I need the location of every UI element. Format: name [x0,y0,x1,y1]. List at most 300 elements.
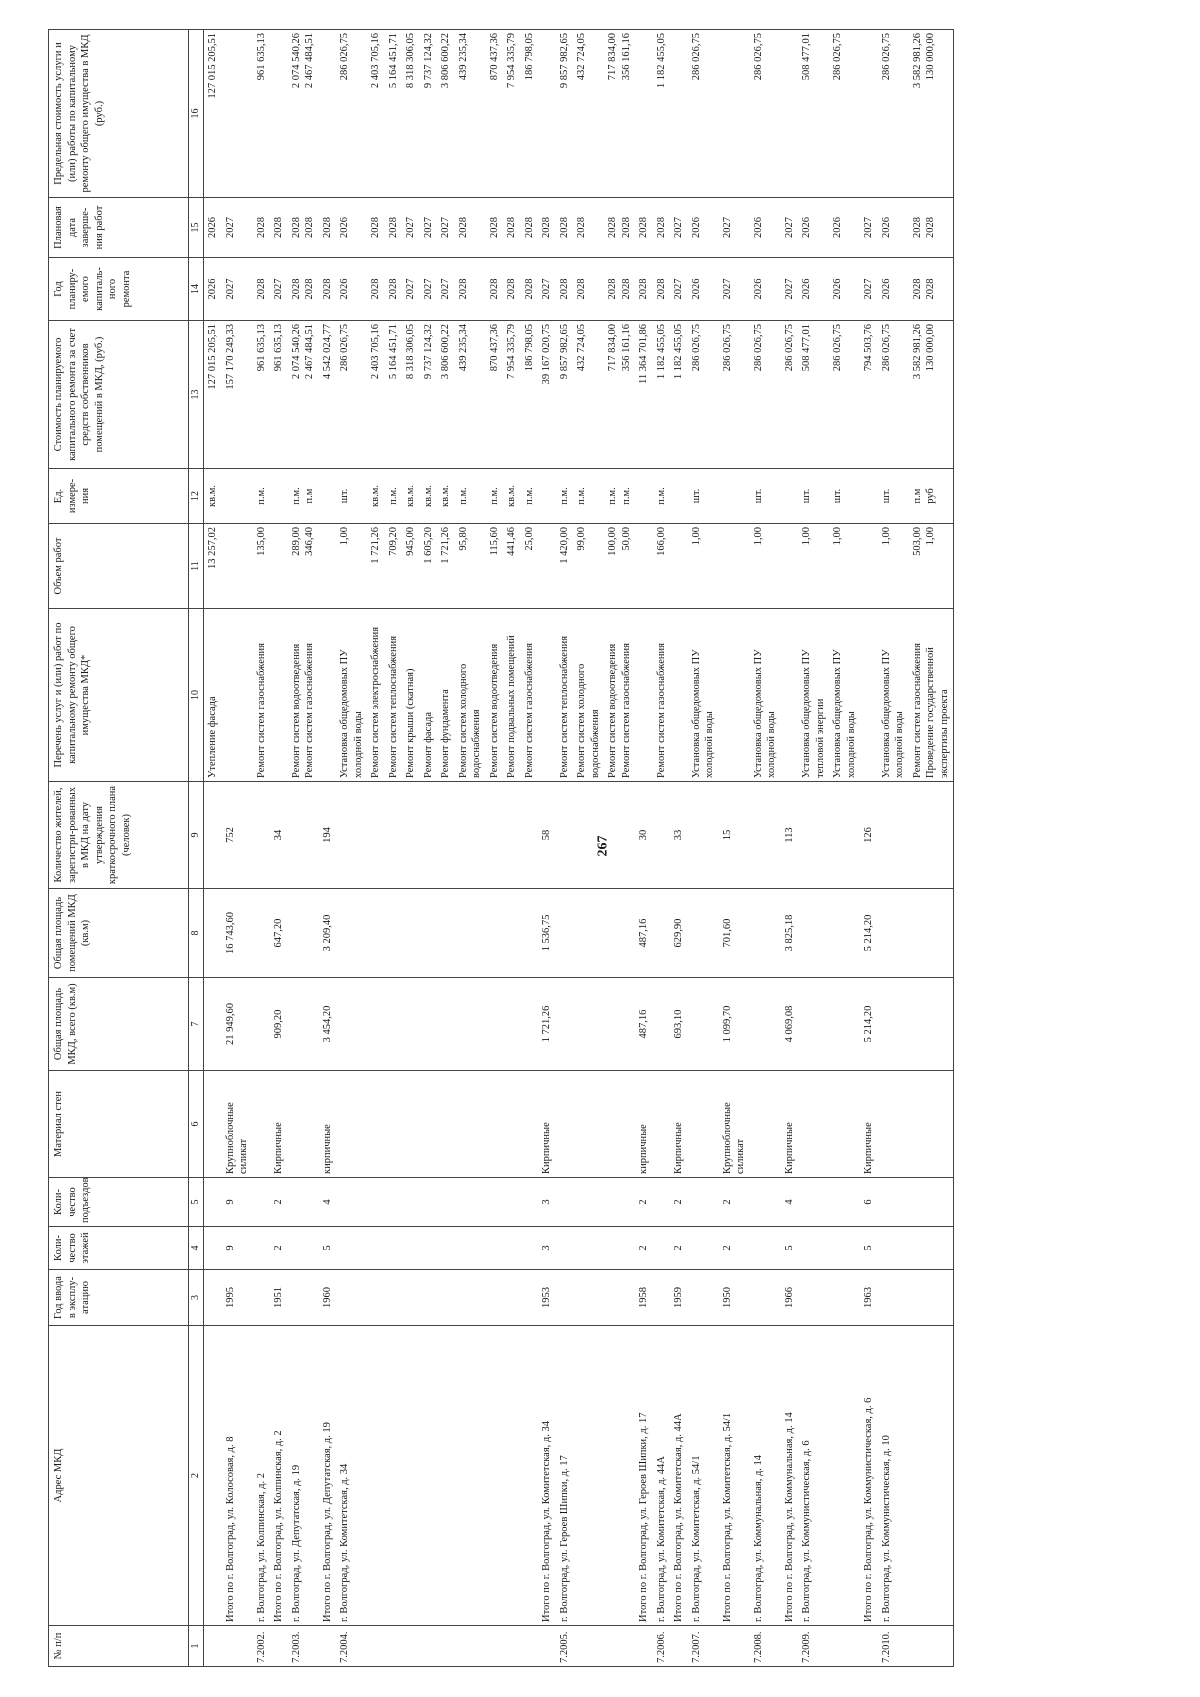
cell-col-9: 194 [319,782,337,889]
cell-col-15: 2028 [270,198,288,258]
cell-col-8: 487,16 [635,889,653,978]
cell-col-1 [420,1626,438,1667]
cell-col-7 [288,978,319,1071]
cell-col-5 [604,1178,635,1227]
cell-col-2: г. Волгоград, ул. Коммунальная, д. 14 [750,1326,781,1626]
cell-col-9 [521,782,539,889]
cell-col-14: 2028 [367,258,385,321]
cell-col-14: 2026 [798,258,829,321]
cell-col-13: 2 403 705,16 [367,321,385,469]
cell-col-6: Кирпичные [670,1071,688,1178]
cell-col-3 [385,1270,403,1326]
cell-col-11: 1,00 [798,524,829,609]
cell-col-16 [270,30,288,198]
cell-col-13: 5 164 451,71 [385,321,403,469]
cell-col-13: 286 026,75 [719,321,750,469]
cell-col-4: 2 [719,1227,750,1270]
cell-col-12 [719,469,750,524]
cell-col-9 [336,782,367,889]
cell-col-6 [420,1071,438,1178]
cell-col-6 [573,1071,604,1178]
column-header-16: Предельная стоимость услуги и (или) работы по капитальному ремонту общего имущества в МКД (руб.) [49,30,189,198]
cell-col-9 [653,782,671,889]
cell-col-4 [437,1227,455,1270]
cell-col-13: 717 834,00 356 161,16 [604,321,635,469]
cell-col-7 [909,978,954,1071]
cell-col-11: 25,00 [521,524,539,609]
cell-col-11: 95,80 [455,524,486,609]
cell-col-13: 286 026,75 [750,321,781,469]
cell-col-9 [829,782,860,889]
cell-col-8 [253,889,271,978]
cell-col-6: кирпичные [635,1071,653,1178]
cell-col-5 [367,1178,385,1227]
cell-col-9 [402,782,420,889]
cell-col-1 [402,1626,420,1667]
cell-col-1 [604,1626,635,1667]
column-header-4: Коли-чество этажей [49,1227,189,1270]
cell-col-9 [420,782,438,889]
cell-col-11 [270,524,288,609]
cell-col-8 [573,889,604,978]
cell-col-1 [829,1626,860,1667]
cell-col-6 [503,1071,521,1178]
cell-col-13: 9 737 124,32 [420,321,438,469]
cell-col-10 [222,609,253,782]
cell-col-13: 8 318 306,05 [402,321,420,469]
cell-col-10 [781,609,799,782]
cell-col-7: 5 214,20 [860,978,878,1071]
cell-col-3 [420,1270,438,1326]
cell-col-8 [503,889,521,978]
cell-col-9 [455,782,486,889]
cell-col-6 [486,1071,504,1178]
cell-col-1: 7.2002. [253,1626,271,1667]
cell-col-9 [556,782,574,889]
column-header-7: Общая площадь МКД, всего (кв.м) [49,978,189,1071]
cell-col-11 [670,524,688,609]
cell-col-5: 4 [781,1178,799,1227]
table-row [336,30,367,1667]
table-row [781,30,799,1667]
cell-col-2: Итого по г. Волгоград, ул. Колпинская, д. 2 [270,1326,288,1626]
cell-col-9 [909,782,954,889]
cell-col-14: 2027 [719,258,750,321]
cell-col-3: 1953 [538,1270,556,1326]
cell-col-12: кв.м. [402,469,420,524]
cell-col-6 [437,1071,455,1178]
cell-col-13: 127 015 205,51 [204,321,222,469]
cell-col-12 [319,469,337,524]
cell-col-4 [829,1227,860,1270]
column-header-8: Общая площадь помещений МКД (кв.м) [49,889,189,978]
cell-col-15: 2028 [635,198,653,258]
cell-col-7 [750,978,781,1071]
cell-col-6: Кирпичные [781,1071,799,1178]
cell-col-8 [521,889,539,978]
cell-col-8 [798,889,829,978]
cell-col-11 [781,524,799,609]
table-row [455,30,486,1667]
cell-col-10: Ремонт систем холодного водоснабжения [573,609,604,782]
cell-col-16 [670,30,688,198]
cell-col-13: 794 503,76 [860,321,878,469]
cell-col-1: 7.2007. [688,1626,719,1667]
cell-col-14: 2026 [750,258,781,321]
cell-col-8: 16 743,60 [222,889,253,978]
table-row [367,30,385,1667]
cell-col-4 [253,1227,271,1270]
cell-col-9 [486,782,504,889]
cell-col-16: 961 635,13 [253,30,271,198]
cell-col-4 [486,1227,504,1270]
cell-col-12 [860,469,878,524]
cell-col-10: Ремонт систем водоотведения [486,609,504,782]
cell-col-8 [556,889,574,978]
cell-col-9 [878,782,909,889]
cell-col-13: 4 542 024,77 [319,321,337,469]
cell-col-8 [750,889,781,978]
cell-col-4: 5 [319,1227,337,1270]
cell-col-10 [860,609,878,782]
cell-col-3 [829,1270,860,1326]
cell-col-3 [455,1270,486,1326]
cell-col-10: Ремонт систем холодного водоснабжения [455,609,486,782]
cell-col-10: Ремонт подвальных помещений [503,609,521,782]
table-row [319,30,337,1667]
cell-col-12: п.м. [521,469,539,524]
cell-col-9: 752 [222,782,253,889]
cell-col-5: 2 [670,1178,688,1227]
cell-col-6 [688,1071,719,1178]
cell-col-5: 9 [222,1178,253,1227]
cell-col-5: 4 [319,1178,337,1227]
cell-col-7 [604,978,635,1071]
cell-col-11: 166,00 [653,524,671,609]
cell-col-9: 15 [719,782,750,889]
cell-col-10 [319,609,337,782]
cell-col-10: Ремонт систем газоснабжения [521,609,539,782]
cell-col-4 [750,1227,781,1270]
cell-col-15: 2028 [538,198,556,258]
column-header-9: Количество жителей, зарегистри-рованных в МКД на дату утверждения краткосрочного плана (человек) [49,782,189,889]
table-row [503,30,521,1667]
cell-col-10 [670,609,688,782]
cell-col-12: п.м. п.м [288,469,319,524]
cell-col-3 [798,1270,829,1326]
cell-col-16: 717 834,00 356 161,16 [604,30,635,198]
cell-col-3: 1960 [319,1270,337,1326]
cell-col-8 [367,889,385,978]
cell-col-7 [437,978,455,1071]
cell-col-6 [521,1071,539,1178]
cell-col-13: 11 364 701,86 [635,321,653,469]
cell-col-10: Ремонт фундамента [437,609,455,782]
cell-col-8 [486,889,504,978]
cell-col-6 [204,1071,222,1178]
column-number: 14 [189,258,204,321]
cell-col-13: 961 635,13 [270,321,288,469]
cell-col-5: 2 [719,1178,750,1227]
cell-col-10: Ремонт систем газоснабжения Проведение государственной экспертизы проекта [909,609,954,782]
cell-col-2: г. Волгоград, ул. Героев Шипки, д. 17 [556,1326,574,1626]
cell-col-12: кв.м. [503,469,521,524]
column-header-5: Коли-чество подъездов [49,1178,189,1227]
header-row [49,30,189,1667]
cell-col-2 [437,1326,455,1626]
cell-col-5 [336,1178,367,1227]
cell-col-5 [455,1178,486,1227]
cell-col-12: п.м. [385,469,403,524]
column-header-6: Материал стен [49,1071,189,1178]
cell-col-10 [635,609,653,782]
cell-col-11: 1,00 [688,524,719,609]
table-row [270,30,288,1667]
cell-col-11: 503,00 1,00 [909,524,954,609]
cell-col-14: 2027 [670,258,688,321]
column-header-2: Адрес МКД [49,1326,189,1626]
cell-col-16 [860,30,878,198]
cell-col-10: Ремонт систем газоснабжения [253,609,271,782]
column-header-14: Год планиру-емого капиталь-ного ремонта [49,258,189,321]
cell-col-7 [420,978,438,1071]
cell-col-16: 286 026,75 [336,30,367,198]
column-header-3: Год ввода в эксплу-атацию [49,1270,189,1326]
cell-col-7 [503,978,521,1071]
cell-col-16: 432 724,05 [573,30,604,198]
cell-col-9 [688,782,719,889]
cell-col-11 [635,524,653,609]
cell-col-7 [798,978,829,1071]
cell-col-11: 100,00 50,00 [604,524,635,609]
cell-col-11: 441,46 [503,524,521,609]
cell-col-13: 286 026,75 [829,321,860,469]
cell-col-14: 2028 [503,258,521,321]
cell-col-11: 1 420,00 [556,524,574,609]
cell-col-6 [798,1071,829,1178]
cell-col-7: 487,16 [635,978,653,1071]
cell-col-11: 1 721,26 [437,524,455,609]
cell-col-10: Ремонт систем электроснабжения [367,609,385,782]
cell-col-13: 9 857 982,65 [556,321,574,469]
cell-col-16: 3 806 600,22 [437,30,455,198]
cell-col-15: 2026 [204,198,222,258]
cell-col-7 [878,978,909,1071]
cell-col-15: 2028 [455,198,486,258]
cell-col-12: кв.м. [204,469,222,524]
cell-col-12 [781,469,799,524]
cell-col-15: 2028 2028 [288,198,319,258]
cell-col-7: 693,10 [670,978,688,1071]
cell-col-15: 2026 [750,198,781,258]
cell-col-11: 1,00 [829,524,860,609]
column-header-10: Перечень услуг и (или) работ по капитальному ремонту общего имущества МКД* [49,609,189,782]
cell-col-11: 1,00 [336,524,367,609]
cell-col-7 [486,978,504,1071]
cell-col-2 [573,1326,604,1626]
cell-col-14: 2028 2028 [604,258,635,321]
cell-col-1: 7.2009. [798,1626,829,1667]
cell-col-12: п.м. [653,469,671,524]
table-row [604,30,635,1667]
cell-col-3: 1959 [670,1270,688,1326]
cell-col-6 [750,1071,781,1178]
cell-col-16: 186 798,05 [521,30,539,198]
cell-col-8 [878,889,909,978]
cell-col-4 [503,1227,521,1270]
cell-col-15: 2027 [402,198,420,258]
cell-col-2: г. Волгоград, ул. Комитетская, д. 54/1 [688,1326,719,1626]
cell-col-9 [604,782,635,889]
cell-col-15: 2027 [420,198,438,258]
table-row [486,30,504,1667]
cell-col-13: 1 182 455,05 [670,321,688,469]
cell-col-15: 2028 [503,198,521,258]
cell-col-12 [538,469,556,524]
cell-col-2: Итого по г. Волгоград, ул. Колосовая, д. 8 [222,1326,253,1626]
cell-col-9 [204,782,222,889]
cell-col-8 [288,889,319,978]
table-row [688,30,719,1667]
cell-col-12: п.м. п.м. [604,469,635,524]
cell-col-15: 2027 [781,198,799,258]
cell-col-13: 961 635,13 [253,321,271,469]
cell-col-6 [604,1071,635,1178]
cell-col-9 [750,782,781,889]
cell-col-12 [635,469,653,524]
cell-col-1 [204,1626,222,1667]
cell-col-8 [420,889,438,978]
cell-col-13: 439 235,34 [455,321,486,469]
cell-col-1 [521,1626,539,1667]
cell-col-1 [222,1626,253,1667]
cell-col-6 [556,1071,574,1178]
cell-col-10: Ремонт систем теплоснабжения [385,609,403,782]
table-row [829,30,860,1667]
cell-col-6: Крупноблочные силикат [222,1071,253,1178]
cell-col-9 [385,782,403,889]
table-row [437,30,455,1667]
cell-col-4 [455,1227,486,1270]
cell-col-5 [503,1178,521,1227]
cell-col-4 [336,1227,367,1270]
cell-col-3: 1963 [860,1270,878,1326]
cell-col-11 [719,524,750,609]
cell-col-11: 289,00 346,40 [288,524,319,609]
cell-col-10: Утепление фасада [204,609,222,782]
cell-col-15: 2027 [860,198,878,258]
cell-col-6 [385,1071,403,1178]
cell-col-6 [455,1071,486,1178]
cell-col-7: 3 454,20 [319,978,337,1071]
table-row [750,30,781,1667]
cell-col-12: шт. [750,469,781,524]
cell-col-15: 2028 [556,198,574,258]
cell-col-2 [420,1326,438,1626]
cell-col-2: Итого по г. Волгоград, ул. Героев Шипки, д. 17 [635,1326,653,1626]
cell-col-15: 2028 [253,198,271,258]
cell-col-2: Итого по г. Волгоград, ул. Комитетская, д. 54/1 [719,1326,750,1626]
cell-col-6: Кирпичные [538,1071,556,1178]
cell-col-10: Ремонт систем водоотведения Ремонт систем газоснабжения [604,609,635,782]
table-row [860,30,878,1667]
cell-col-6 [336,1071,367,1178]
cell-col-9: 113 [781,782,799,889]
cell-col-8 [336,889,367,978]
cell-col-15: 2026 [798,198,829,258]
cell-col-12 [222,469,253,524]
cell-col-7 [336,978,367,1071]
cell-col-10: Ремонт фасада [420,609,438,782]
table-body [204,30,954,1667]
cell-col-12 [270,469,288,524]
cell-col-11: 1 721,26 [367,524,385,609]
table-row [878,30,909,1667]
cell-col-9: 30 [635,782,653,889]
cell-col-13: 870 437,36 [486,321,504,469]
table-row [288,30,319,1667]
cell-col-12: п.м. [253,469,271,524]
cell-col-11 [538,524,556,609]
cell-col-16: 439 235,34 [455,30,486,198]
cell-col-14: 2027 [420,258,438,321]
cell-col-8: 3 825,18 [781,889,799,978]
cell-col-3: 1966 [781,1270,799,1326]
cell-col-13: 1 182 455,05 [653,321,671,469]
cell-col-1: 7.2008. [750,1626,781,1667]
table-row [538,30,556,1667]
cell-col-4 [878,1227,909,1270]
cell-col-16: 9 737 124,32 [420,30,438,198]
cell-col-10 [538,609,556,782]
cell-col-4 [573,1227,604,1270]
cell-col-12: шт. [798,469,829,524]
cell-col-15: 2027 [437,198,455,258]
cell-col-5 [688,1178,719,1227]
cell-col-14: 2027 [538,258,556,321]
cell-col-1 [719,1626,750,1667]
cell-col-8 [204,889,222,978]
cell-col-5 [204,1178,222,1227]
cell-col-15: 2026 [878,198,909,258]
table-row [385,30,403,1667]
cell-col-5: 2 [270,1178,288,1227]
cell-col-10 [270,609,288,782]
cell-col-14: 2028 [521,258,539,321]
cell-col-4 [909,1227,954,1270]
cell-col-3 [204,1270,222,1326]
cell-col-8 [909,889,954,978]
column-number: 7 [189,978,204,1071]
cell-col-11: 115,60 [486,524,504,609]
cell-col-7: 21 949,60 [222,978,253,1071]
cell-col-16: 7 954 335,79 [503,30,521,198]
cell-col-5 [385,1178,403,1227]
cell-col-2 [402,1326,420,1626]
cell-col-1 [503,1626,521,1667]
cell-col-5 [521,1178,539,1227]
cell-col-4 [798,1227,829,1270]
cell-col-5: 2 [635,1178,653,1227]
cell-col-14: 2026 [878,258,909,321]
cell-col-4 [385,1227,403,1270]
cell-col-13: 432 724,05 [573,321,604,469]
cell-col-5 [253,1178,271,1227]
cell-col-13: 286 026,75 [878,321,909,469]
cell-col-9: 34 [270,782,288,889]
column-header-15: Плановая дата заверше-ния работ [49,198,189,258]
cell-col-2: г. Волгоград, ул. Колпинская, д. 2 [253,1326,271,1626]
